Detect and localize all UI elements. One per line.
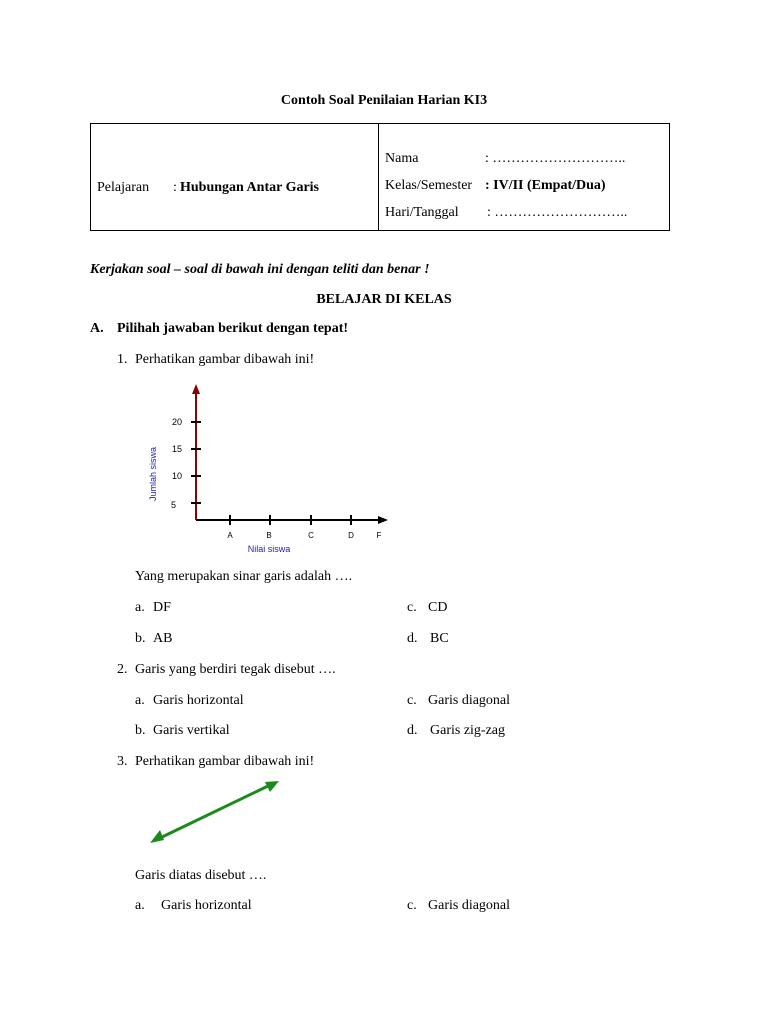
q1-prompt: Yang merupakan sinar garis adalah …. bbox=[135, 569, 353, 584]
q2-number: 2. bbox=[117, 662, 128, 677]
header-left-cell bbox=[91, 124, 379, 230]
q3-option-a-text: Garis horizontal bbox=[161, 898, 252, 913]
q1-option-a-letter: a. bbox=[135, 600, 145, 615]
pelajaran-value: Hubungan Antar Garis bbox=[180, 180, 320, 195]
q1-number: 1. bbox=[117, 352, 128, 367]
figure-1-axes bbox=[140, 382, 392, 556]
q1-option-d-letter: d. bbox=[407, 631, 418, 646]
hari-value: : ……………………….. bbox=[487, 205, 628, 220]
q3-option-a-letter: a. bbox=[135, 898, 145, 913]
q2-option-d-letter: d. bbox=[407, 723, 418, 738]
q2-option-a-letter: a. bbox=[135, 693, 145, 708]
q2-option-b-letter: b. bbox=[135, 723, 146, 738]
y-tick-label: 5 bbox=[170, 500, 176, 510]
x-tick-label: A bbox=[227, 531, 233, 540]
q1-text: Perhatikan gambar dibawah ini! bbox=[135, 352, 315, 367]
q2-text: Garis yang berdiri tegak disebut …. bbox=[135, 662, 336, 677]
figure-2-diagonal-arrow bbox=[140, 776, 290, 850]
diagonal-line bbox=[160, 786, 268, 838]
q3-prompt: Garis diatas disebut …. bbox=[135, 868, 267, 883]
section-a-text: Pilihah jawaban berikut dengan tepat! bbox=[117, 321, 349, 336]
hari-label: Hari/Tanggal bbox=[385, 205, 459, 220]
q2-option-d-text: Garis zig-zag bbox=[430, 723, 506, 738]
nama-value: : ……………………….. bbox=[485, 151, 626, 166]
kelas-label: Kelas/Semester bbox=[385, 178, 473, 193]
q1-option-d-text: BC bbox=[430, 631, 449, 646]
y-tick-label: 10 bbox=[171, 471, 182, 481]
nama-label: Nama bbox=[385, 151, 419, 166]
q2-option-c-text: Garis diagonal bbox=[428, 693, 511, 708]
y-tick-label: 20 bbox=[171, 417, 182, 427]
section-a-marker: A. bbox=[90, 321, 104, 336]
q3-text: Perhatikan gambar dibawah ini! bbox=[135, 754, 315, 769]
q2-option-a-text: Garis horizontal bbox=[153, 693, 244, 708]
header-table bbox=[90, 123, 670, 231]
y-tick-label: 15 bbox=[171, 444, 182, 454]
q3-option-c-letter: c. bbox=[407, 898, 417, 913]
q1-option-c-text: CD bbox=[428, 600, 448, 615]
pelajaran-label: Pelajaran bbox=[97, 180, 150, 195]
pelajaran-sep: : bbox=[173, 180, 177, 195]
q2-option-c-letter: c. bbox=[407, 693, 417, 708]
section-title: BELAJAR DI KELAS bbox=[316, 292, 452, 307]
kelas-value: : IV/II (Empat/Dua) bbox=[485, 178, 606, 193]
q1-option-a-text: DF bbox=[153, 600, 171, 615]
x-axis-label: Nilai siswa bbox=[247, 544, 291, 554]
q1-option-c-letter: c. bbox=[407, 600, 417, 615]
x-tick-label: D bbox=[348, 531, 354, 540]
q1-option-b-text: AB bbox=[153, 631, 173, 646]
y-axis-label: Jumlah siswa bbox=[148, 446, 158, 502]
x-axis-arrowhead bbox=[378, 516, 388, 524]
y-axis-arrowhead bbox=[192, 384, 200, 394]
page-title: Contoh Soal Penilaian Harian KI3 bbox=[280, 93, 488, 108]
x-tick-label: F bbox=[376, 531, 382, 540]
x-tick-label: C bbox=[308, 531, 314, 540]
x-tick-label: B bbox=[266, 531, 272, 540]
q2-option-b-text: Garis vertikal bbox=[153, 723, 230, 738]
q3-option-c-text: Garis diagonal bbox=[428, 898, 511, 913]
q1-option-b-letter: b. bbox=[135, 631, 146, 646]
header-right-cell bbox=[379, 124, 669, 230]
q3-number: 3. bbox=[117, 754, 128, 769]
instruction-text: Kerjakan soal – soal di bawah ini dengan teliti dan benar ! bbox=[90, 262, 430, 277]
arrowhead-left bbox=[150, 830, 164, 843]
